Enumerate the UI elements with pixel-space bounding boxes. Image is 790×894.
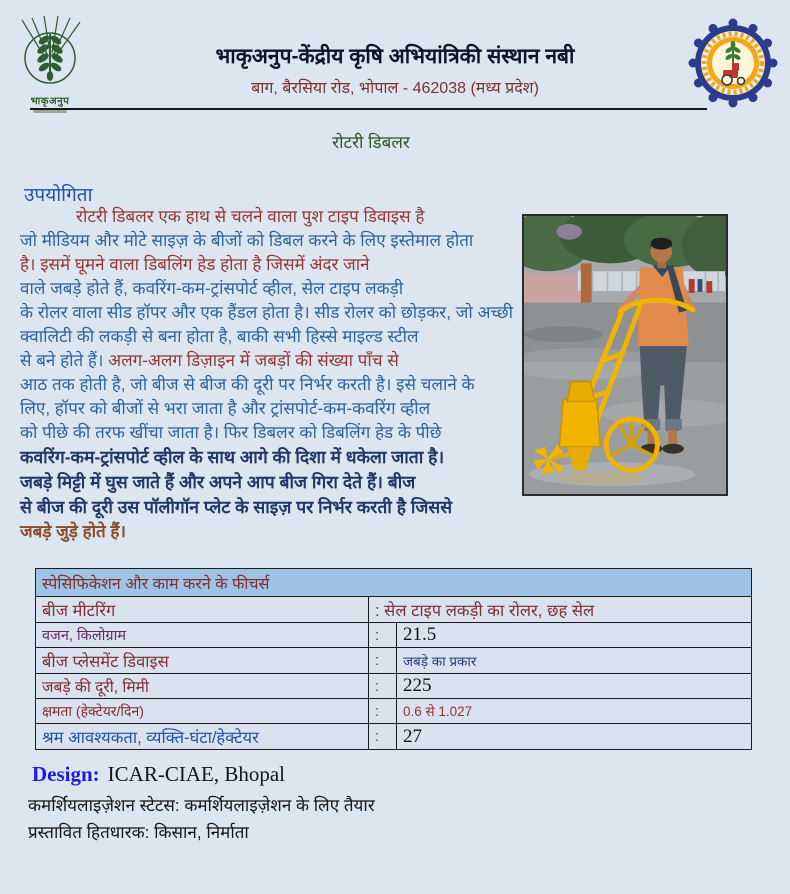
header-divider (30, 108, 707, 110)
paragraph-line (20, 229, 525, 253)
spec-label: बीज प्लेसमेंट डिवाइस (36, 648, 369, 674)
text-segment: से बीज की दूरी उस पॉलीगॉन प्लेट के साइज़ पर निर्भर करती है जिससे (20, 497, 453, 517)
spec-value: 225 (397, 674, 752, 699)
paragraph-line (20, 301, 525, 325)
spec-value: 21.5 (397, 623, 752, 648)
spec-label: जबड़े की दूरी, मिमी (36, 674, 369, 699)
spec-value: जबड़े का प्रकार (397, 648, 752, 674)
icar-logo-subtext-line (33, 110, 67, 113)
paragraph-line (20, 445, 525, 470)
paragraph-line (20, 373, 525, 397)
text-segment: कवरिंग-कम-ट्रांसपोर्ट व्हील के साथ आगे की दिशा में धकेला जाता है। (20, 447, 445, 467)
spec-value: : सेल टाइप लकड़ी का रोलर, छह सेल (369, 597, 752, 623)
spec-table-title: स्पेसिफिकेशन और काम करने के फीचर्स (36, 569, 752, 597)
org-title: भाकृअनुप-केंद्रीय कृषि अभियांत्रिकी संस्थान नबी (215, 45, 575, 68)
text-segment: रोटरी डिबलर एक हाथ से चलने वाला पुश टाइप डिवाइस है (76, 207, 425, 226)
section-heading-usefulness: उपयोगिता (24, 185, 93, 206)
paragraph-line (20, 205, 525, 229)
spec-label: बीज मीटरिंग (36, 597, 369, 623)
text-segment: आठ तक होती है, जो बीज से बीज की दूरी पर निर्भर करती है। इसे चलाने के (20, 375, 475, 394)
stakeholders: प्रस्तावित हितधारक: किसान, निर्माता (28, 823, 249, 842)
design-value: ICAR-CIAE, Bhopal (107, 762, 285, 786)
page-title: रोटरी डिबलर (332, 133, 410, 152)
ciae-logo (688, 18, 778, 108)
spec-label: श्रम आवश्यकता, व्यक्ति-घंटा/हेक्टेयर (36, 724, 369, 750)
spec-table (35, 568, 752, 750)
spec-row (36, 623, 752, 648)
spec-label: क्षमता (हेक्टेयर/दिन) (36, 699, 369, 724)
paragraph-line (20, 495, 525, 520)
paragraph-line (20, 277, 525, 301)
text-segment: क्वालिटी की लकड़ी से बना होता है, बाकी सभी हिस्से माइल्ड स्टील (20, 327, 419, 346)
paragraph (20, 205, 525, 544)
letterhead (0, 42, 790, 98)
paragraph-line (20, 397, 525, 421)
paragraph-line (20, 325, 525, 349)
text-segment: अलग-अलग डिज़ाइन में जबड़ों की संख्या पाँच से (108, 351, 399, 370)
paragraph-line (20, 253, 525, 277)
paragraph-line (20, 520, 525, 544)
org-address: बाग, बैरसिया रोड, भोपाल - 462038 (मध्य प्रदेश) (251, 80, 539, 97)
paragraph-line (20, 349, 525, 373)
spec-row (36, 674, 752, 699)
text-segment: जबड़े जुड़े होते हैं। (20, 522, 126, 541)
spec-table-header-row (36, 569, 752, 597)
text-segment: जबड़े मिट्टी में घुस जाते हैं और अपने आप बीज गिरा देते हैं। बीज (20, 472, 416, 492)
spec-value: 0.6 से 1.027 (397, 699, 752, 724)
text-segment: जो मीडियम और मोटे साइज़ के बीजों को डिबल करने के लिए इस्तेमाल होता (20, 231, 474, 250)
paragraph-line (20, 421, 525, 445)
spec-colon: : (369, 623, 397, 648)
text-segment: को पीछे की तरफ खींचा जाता है। फिर डिबलर को डिबलिंग हेड के पीछे (20, 423, 442, 442)
dibbler-photo (522, 214, 728, 496)
spec-row (36, 724, 752, 750)
spec-colon: : (369, 724, 397, 750)
spec-row (36, 597, 752, 623)
design-credit (32, 762, 285, 787)
photo-illustration (524, 216, 726, 494)
text-segment: के रोलर वाला सीड हॉपर और एक हैंडल होता है। सीड रोलर को छोड़कर, जो अच्छी (20, 303, 514, 322)
paragraph-line (20, 470, 525, 495)
text-segment: वाले जबड़े होते हैं, कवरिंग-कम-ट्रांसपोर्ट व्हील, सेल टाइप लकड़ी (20, 279, 404, 298)
text-segment: लिए, हॉपर को बीजों से भरा जाता है और ट्रांसपोर्ट-कम-कवरिंग व्हील (20, 399, 431, 418)
text-segment: से बने होते हैं। (20, 351, 109, 370)
spec-row (36, 699, 752, 724)
spec-colon: : (369, 674, 397, 699)
spec-row (36, 648, 752, 674)
icar-logo-text: भाकृअनुप (30, 96, 70, 107)
spec-colon: : (369, 699, 397, 724)
text-segment: है। इसमें घूमने वाला डिबलिंग हेड होता है जिसमें अंदर जाने (20, 255, 370, 274)
spec-colon: : (369, 648, 397, 674)
design-label: Design: (32, 762, 100, 786)
commercialization-status: कमर्शियलाइज़ेशन स्टेटस: कमर्शियलाइज़ेशन के लिए तैयार (28, 796, 375, 815)
spec-label: वजन, किलोग्राम (36, 623, 369, 648)
spec-value: 27 (397, 724, 752, 750)
